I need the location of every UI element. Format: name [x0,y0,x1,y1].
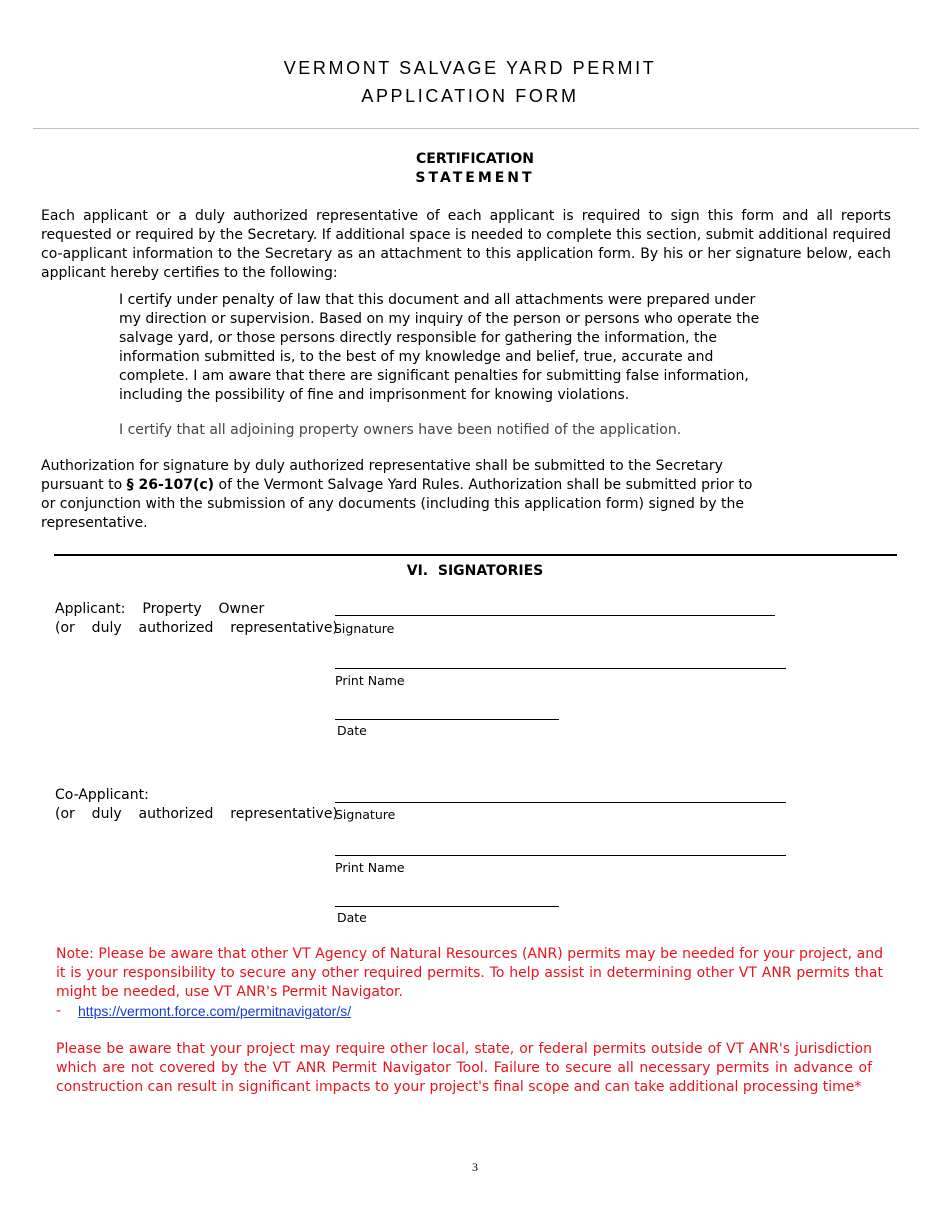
applicant-signature-label: Signature [334,621,395,636]
authorization-paragraph [41,457,841,533]
coapplicant-date-label: Date [337,910,367,925]
applicant-date-label: Date [337,723,367,738]
applicant-label: Applicant: Property Owner [55,601,265,617]
authorization-line [41,476,841,495]
authorization-line: Authorization for signature by duly authorized representative shall be submitted to the Secretary [41,458,723,474]
section-divider [54,554,897,556]
signatories-heading: VI. SIGNATORIES [406,563,544,579]
applicant-signature-line[interactable] [335,615,775,616]
other-permits-note: Please be aware that your project may require other local, state, or federal permits outside of VT ANR's jurisdiction which are not covered by the VT ANR Permit Navigator Tool. Failure to secure all necessary permits in advance of construction can result in significant impacts to your project's final scope and can take additional processing time* [56,1041,872,1095]
coapplicant-date-line[interactable] [335,906,559,907]
certify-line: including the possibility of fine and imprisonment for knowing violations. [119,387,630,403]
coapplicant-print-name-line[interactable] [335,855,786,856]
form-title-line1: VERMONT SALVAGE YARD PERMIT [283,58,657,78]
certification-heading: CERTIFICATION [416,151,534,167]
applicant-print-name-label: Print Name [335,673,405,688]
adjoining-owners-statement: I certify that all adjoining property owners have been notified of the application. [119,422,682,438]
authorization-text: pursuant to [41,477,127,493]
applicant-date-line[interactable] [335,719,559,720]
coapplicant-representative-label: (or duly authorized representative) [55,806,338,822]
certify-line: complete. I am aware that there are significant penalties for submitting false information, [119,368,749,384]
permit-navigator-link[interactable]: https://vermont.force.com/permitnavigator/s/ [78,1003,352,1019]
coapplicant-signature-label: Signature [335,807,396,822]
certify-line: I certify under penalty of law that this document and all attachments were prepared under [119,292,756,308]
certification-intro: Each applicant or a duly authorized representative of each applicant is required to sign this form and all reports requested or required by the Secretary. If additional space is needed to complete this section, submit additional required co-applicant information to the Secretary as an attachment to this application form. By his or her signature below, each applicant hereby certifies to the following: [41,208,891,281]
coapplicant-print-name-label: Print Name [335,860,405,875]
authorization-line: or conjunction with the submission of any documents (including this application form) signed by the [41,496,744,512]
statement-heading: STATEMENT [415,170,535,186]
authorization-line: representative. [41,515,148,531]
coapplicant-label: Co-Applicant: [55,787,149,803]
form-title-line2: APPLICATION FORM [361,86,579,106]
page-number: 3 [472,1160,478,1174]
applicant-print-name-line[interactable] [335,668,786,669]
certify-block [119,291,809,405]
authorization-text: of the Vermont Salvage Yard Rules. Authorization shall be submitted prior to [214,477,753,493]
rule-reference: § 26-107(c) [126,477,215,493]
certify-line: information submitted is, to the best of my knowledge and belief, true, accurate and [119,349,714,365]
certify-line: my direction or supervision. Based on my inquiry of the person or persons who operate the [119,311,760,327]
link-bullet: - [56,1003,62,1019]
certify-line: salvage yard, or those persons directly responsible for gathering the information, the [119,330,717,346]
applicant-representative-label: (or duly authorized representative) [55,620,338,636]
coapplicant-signature-line[interactable] [335,802,786,803]
anr-permits-note: Note: Please be aware that other VT Agency of Natural Resources (ANR) permits may be needed for your project, and it is your responsibility to secure any other required permits. To help assist in determining other VT ANR permits that might be needed, use VT ANR's Permit Navigator. [56,946,883,1000]
header-divider [33,128,919,129]
